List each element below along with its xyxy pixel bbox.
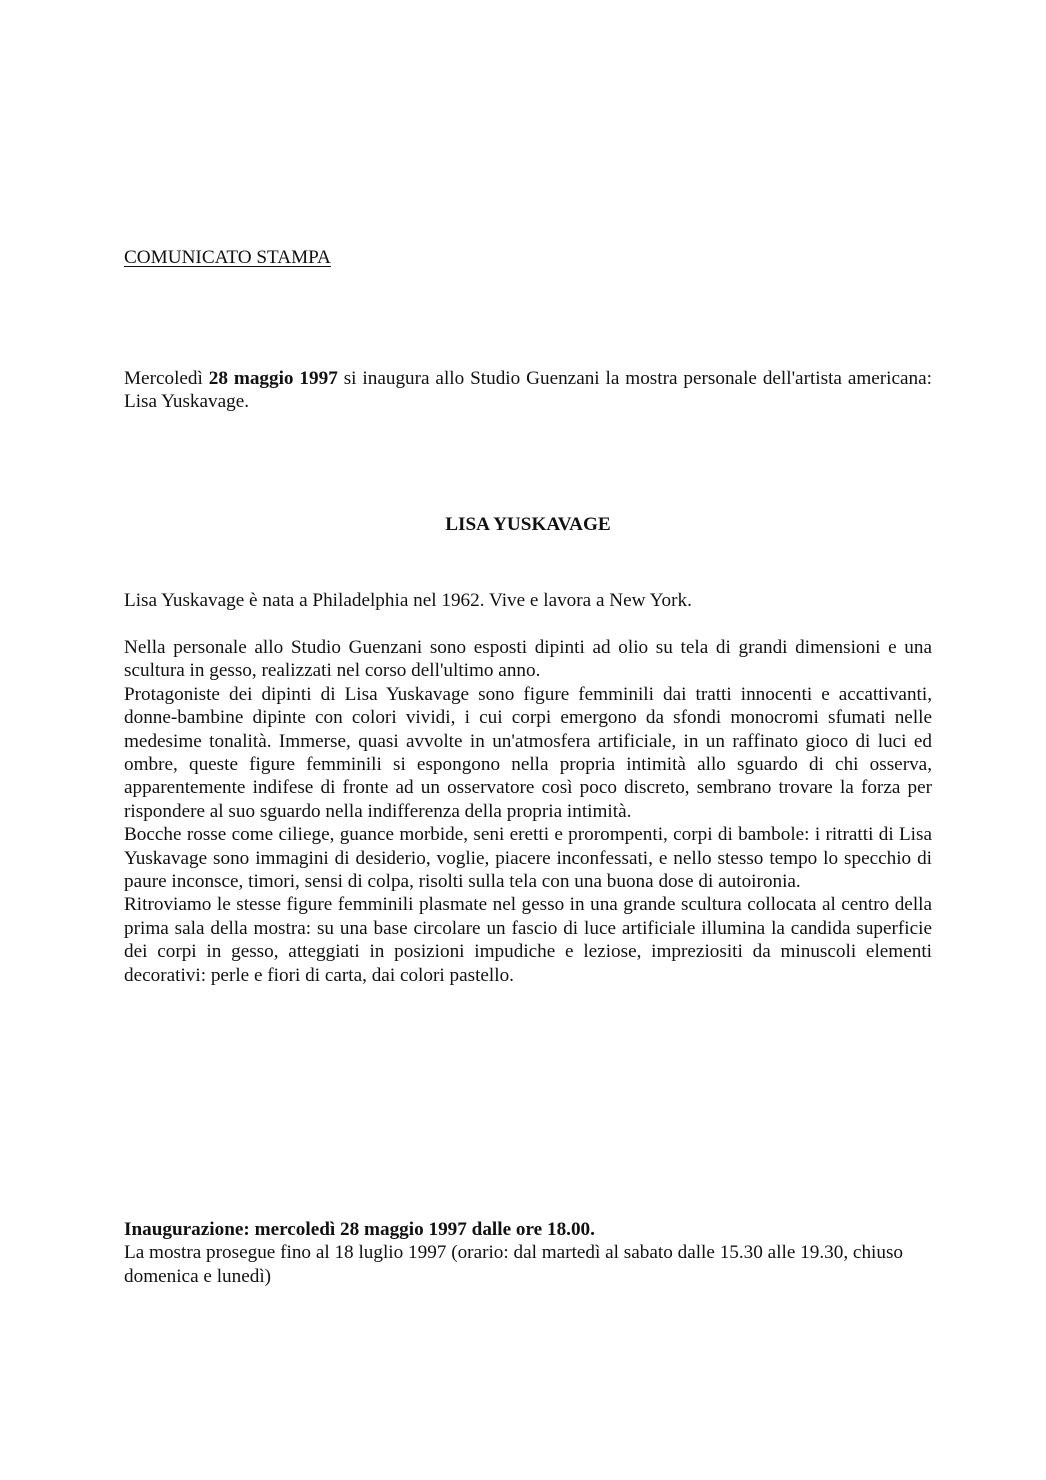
intro-paragraph xyxy=(124,367,932,414)
artist-bio: Lisa Yuskavage è nata a Philadelphia nel 1962. Vive e lavora a New York. xyxy=(124,590,692,611)
intro-prefix: Mercoledì xyxy=(124,368,209,389)
artist-title: LISA YUSKAVAGE xyxy=(445,514,611,535)
intro-date: 28 maggio 1997 xyxy=(208,368,338,389)
event-info xyxy=(124,1218,932,1288)
body-paragraph: Nella personale allo Studio Guenzani sono esposti dipinti ad olio su tela di grandi dimensioni e una scultura in gesso, realizzati nel corso dell'ultimo anno. xyxy=(124,637,932,682)
intro-suffix: si inaugura allo Studio Guenzani la mostra personale dell'artista americana: Lisa Yuskavage. xyxy=(124,368,932,413)
opening-info: Inaugurazione: mercoledì 28 maggio 1997 dalle ore 18.00. xyxy=(124,1219,595,1240)
body-paragraph: Bocche rosse come ciliege, guance morbide, seni eretti e prorompenti, corpi di bambole: i ritratti di Lisa Yuskavage sono immagini di desiderio, voglie, piacere inconfessati, e nello stesso tempo lo specchio di paure inconsce, timori, sensi di colpa, risolti sulla tela con una buona dose di autoironia. xyxy=(124,824,932,893)
press-release-label: COMUNICATO STAMPA xyxy=(124,247,331,268)
body-text xyxy=(124,636,932,987)
body-paragraph: Protagoniste dei dipinti di Lisa Yuskavage sono figure femminili dai tratti innocenti e accattivanti, donne-bambine dipinte con colori vividi, i cui corpi emergono da sfondi monocromi sfumati nelle medesime tonalità. Immerse, quasi avvolte in un'atmosfera artificiale, in un raffinato gioco di luci ed ombre, queste figure femminili si espongono nella propria intimità allo sguardo di chi osserva, apparentemente indifese di fronte ad un osservatore così poco discreto, sembrano trovare la forza per rispondere al suo sguardo nella indifferenza della propria intimità. xyxy=(124,683,932,822)
schedule-info: La mostra prosegue fino al 18 luglio 1997 (orario: dal martedì al sabato dalle 15.30 alle 19.30, chiuso domenica e lunedì) xyxy=(124,1242,904,1287)
body-paragraph: Ritroviamo le stesse figure femminili plasmate nel gesso in una grande scultura collocata al centro della prima sala della mostra: su una base circolare un fascio di luce artificiale illumina la candida superficie dei corpi in gesso, atteggiati in posizioni impudiche e leziose, impreziositi da minuscoli elementi decorativi: perle e fiori di carta, dai colori pastello. xyxy=(124,894,932,986)
